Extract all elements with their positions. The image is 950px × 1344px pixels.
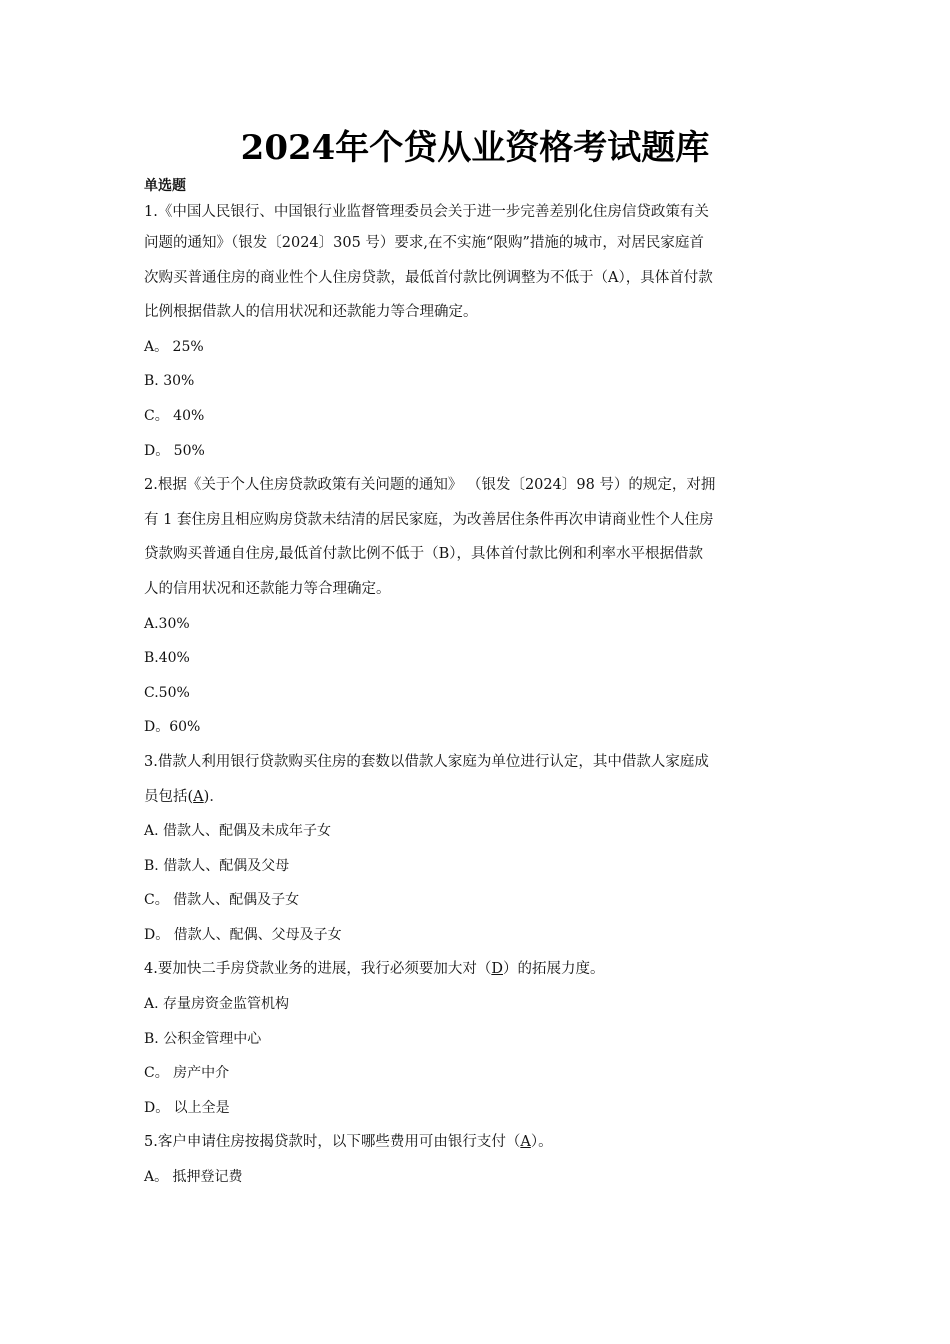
- question-3: [144, 745, 814, 953]
- option-b: B. 30%: [144, 373, 195, 390]
- option-b: B. 借款人、配偶及父母: [144, 857, 290, 874]
- answer-marker: A: [520, 1134, 531, 1151]
- option-d: D。60%: [144, 719, 201, 736]
- question-text-line: 贷款购买普通自住房,最低首付款比例不低于（B），具体首付款比例和利率水平根据借款: [144, 546, 704, 563]
- document-title: 2024年个贷从业资格考试题库: [240, 128, 710, 168]
- question-5: [144, 1125, 814, 1194]
- question-text-line: 2.根据《关于个人住房贷款政策有关问题的通知》 （银发〔2024〕98 号）的规定，对拥: [144, 477, 716, 494]
- question-text-segment: 5.客户申请住房按揭贷款时，以下哪些费用可由银行支付（: [144, 1134, 521, 1151]
- question-text-line: [144, 952, 814, 987]
- option-a: A。 抵押登记费: [144, 1169, 243, 1186]
- option-b: B. 公积金管理中心: [144, 1030, 262, 1047]
- option-a: A.30%: [144, 615, 190, 632]
- answer-marker: D: [491, 961, 503, 978]
- answer-marker: A: [193, 788, 204, 805]
- section-heading: 单选题: [144, 178, 186, 194]
- question-1: [144, 198, 814, 468]
- document-body: [144, 176, 814, 1195]
- option-d: D。 借款人、配偶、父母及子女: [144, 926, 342, 943]
- question-4: [144, 952, 814, 1125]
- option-a: A。 25%: [144, 338, 204, 355]
- question-text-segment: 员包括(: [144, 788, 194, 805]
- question-text-line: 有 1 套住房且相应购房贷款未结清的居民家庭，为改善居住条件再次申请商业性个人住房: [144, 511, 714, 528]
- question-text-segment: 4.要加快二手房贷款业务的进展，我行必须要加大对（: [144, 961, 492, 978]
- option-d: D。 50%: [144, 442, 205, 459]
- question-2: [144, 468, 814, 745]
- option-c: C.50%: [144, 684, 190, 701]
- option-c: C。 借款人、配偶及子女: [144, 892, 300, 909]
- question-text-line: [144, 780, 814, 815]
- question-text-segment: ）的拓展力度。: [502, 961, 605, 978]
- option-c: C。 40%: [144, 407, 205, 424]
- question-text-segment: )．: [203, 788, 224, 805]
- option-a: A. 存量房资金监管机构: [144, 996, 290, 1013]
- question-text-line: [144, 1125, 814, 1160]
- question-text-segment: ）。: [530, 1134, 553, 1151]
- question-text-line: 比例根据借款人的信用状况和还款能力等合理确定。: [144, 304, 478, 321]
- question-text-line: 问题的通知》（银发〔2024〕305 号）要求,在不实施“限购”措施的城市，对居民家庭首: [144, 235, 704, 251]
- question-text-line: 人的信用状况和还款能力等合理确定。: [144, 580, 391, 597]
- option-a: A. 借款人、配偶及未成年子女: [144, 823, 332, 840]
- option-c: C。 房产中介: [144, 1065, 230, 1082]
- question-text-line: 次购买普通住房的商业性个人住房贷款，最低首付款比例调整为不低于（A），具体首付款: [144, 269, 713, 286]
- option-d: D。 以上全是: [144, 1099, 230, 1116]
- option-b: B.40%: [144, 650, 190, 667]
- question-text-line: 3.借款人利用银行贷款购买住房的套数以借款人家庭为单位进行认定，其中借款人家庭成: [144, 753, 709, 770]
- question-text-line: 1.《中国人民银行、中国银行业监督管理委员会关于进一步完善差别化住房信贷政策有关: [144, 204, 709, 220]
